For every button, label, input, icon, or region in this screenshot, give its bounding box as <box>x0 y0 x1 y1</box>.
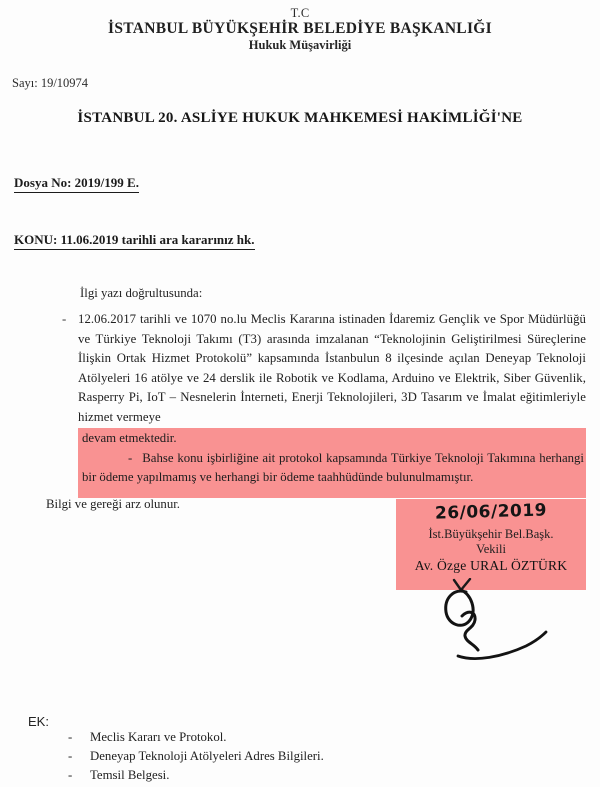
letterhead-institution: İSTANBUL BÜYÜKŞEHİR BELEDİYE BAŞKANLIĞI <box>108 20 492 37</box>
bullet-paragraph: 12.06.2017 tarihli ve 1070 no.lu Meclis Kararına istinaden İdaremiz Gençlik ve Spor Müdürlüğü ve Türkiye Teknoloji Takımı (T3) arasında imzalanan “Teknolojinin Geliştirilmesi Süreçlerine İlişkin Ortak Hizmet Protokolü” kapsamında İstanbulun 8 ilçesinde açılan Deneyap Teknoloji Atölyeleri 16 atölye ve 24 derslik ile Robotik ve Kodlama, Arduino ve Elektrik, Siber Güvenlik, Rasperry Pi, IoT – Nesnelerin İnterneti, Enerji Teknolojileri, 3D Tasarım ve İmalat eğitimleriyle hizmet vermeye <box>78 312 586 424</box>
body-bullet-list <box>62 310 586 427</box>
highlighted-statement <box>82 429 584 488</box>
attachments-list <box>68 728 468 785</box>
attachments-label: EK: <box>28 714 49 729</box>
attachment-marker: - <box>68 730 73 744</box>
closing-text: Bilgi ve gereği arz olunur. <box>46 497 180 511</box>
signature-block <box>396 499 586 574</box>
signatory-office: İst.Büyükşehir Bel.Başk. <box>428 527 554 541</box>
body-bullet-item <box>62 310 586 427</box>
file-number: Dosya No: 2019/199 E. <box>14 175 139 193</box>
attachment-text: Meclis Kararı ve Protokol. <box>90 730 227 744</box>
letterhead-tc: T.C <box>290 6 310 20</box>
highlight-bullet-marker: - <box>128 450 133 465</box>
intro-text: İlgi yazı doğrultusunda: <box>80 286 203 300</box>
attachment-text: Deneyap Teknoloji Atölyeleri Adres Bilgileri. <box>90 749 324 763</box>
attachment-item <box>68 766 468 785</box>
attachment-item <box>68 728 468 747</box>
signatory-name: Av. Özge URAL ÖZTÜRK <box>414 558 568 573</box>
bullet-marker: - <box>62 312 67 326</box>
letterhead <box>0 6 600 52</box>
attachment-marker: - <box>68 749 73 763</box>
addressee-heading: İSTANBUL 20. ASLİYE HUKUK MAHKEMESİ HAKİMLİĞİ'NE <box>77 110 523 126</box>
handwritten-signature-icon <box>430 578 580 668</box>
attachment-item <box>68 747 468 766</box>
reference-number: Sayı: 19/10974 <box>12 76 89 90</box>
highlight-bullet-text: Bahse konu işbirliğine ait protokol kapsamında Türkiye Teknoloji Takımına herhangi bir ödeme yapılmamış ve herhangi bir ödeme taahhüdünde bulunulmamıştır. <box>82 450 584 484</box>
highlighted-paragraph <box>82 449 584 488</box>
subject-line: KONU: 11.06.2019 tarihli ara kararınız hk. <box>14 232 255 250</box>
attachment-marker: - <box>68 768 73 782</box>
handwritten-date: 26/06/2019 <box>434 500 548 524</box>
paragraph-continuation: devam etmektedir. <box>82 431 177 445</box>
letterhead-department: Hukuk Müşavirliği <box>248 38 352 53</box>
signatory-role: Vekili <box>476 542 506 556</box>
attachment-text: Temsil Belgesi. <box>90 768 170 782</box>
